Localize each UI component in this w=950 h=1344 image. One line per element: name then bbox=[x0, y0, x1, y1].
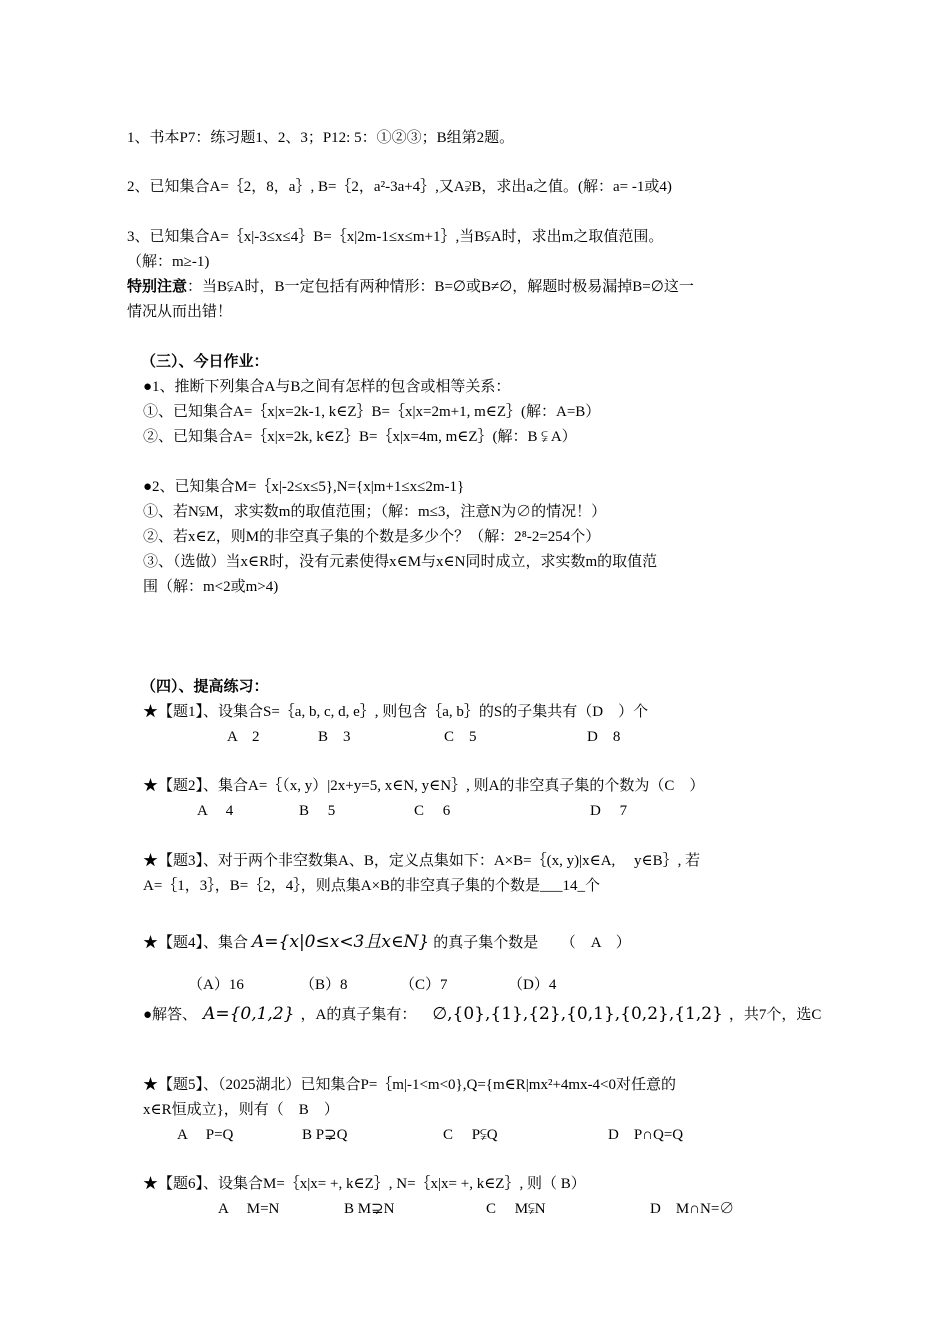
solution-mid: ，A的真子集有： bbox=[300, 1007, 417, 1023]
problem-5-option-a: A P=Q bbox=[177, 1127, 234, 1143]
problem-4 bbox=[143, 930, 631, 955]
problem-4-suffix: 的真子集个数是 （ A ） bbox=[433, 935, 631, 951]
problem-4-option-d: （D）4 bbox=[508, 977, 557, 993]
problem-3-cont: A=｛1，3｝，B=｛2，4｝，则点集A×B的非空真子集的个数是___14_个 bbox=[143, 878, 601, 894]
problem-6: ★【题6】、设集合M=｛x|x= +, k∈Z｝, N=｛x|x= +, k∈Z｝, 则（ B） bbox=[143, 1176, 586, 1192]
problem-3: ★【题3】、对于两个非空数集A、B，定义点集如下：A×B=｛(x, y)|x∈A, y∈B｝, 若 bbox=[143, 853, 701, 869]
homework-q1-b: ②、已知集合A=｛x|x=2k, k∈Z｝B=｛x|x=4m, m∈Z｝(解：B ⫋ A） bbox=[143, 429, 577, 445]
solution-suffix: ，共7个，选C bbox=[728, 1007, 822, 1023]
exercise-line-2: 2、已知集合A=｛2，8，a｝, B=｛2，a²-3a+4｝,又A⫌B，求出a之值。(解：a= -1或4) bbox=[127, 179, 672, 195]
problem-2-option-a: A 4 bbox=[197, 803, 234, 819]
problem-2-option-d: D 7 bbox=[590, 803, 628, 819]
problem-1-option-a: A 2 bbox=[227, 729, 260, 745]
homework-q1-a: ①、已知集合A=｛x|x=2k-1, k∈Z｝B=｛x|x=2m+1, m∈Z｝(解：A=B） bbox=[143, 404, 601, 420]
problem-4-option-b: （B）8 bbox=[300, 977, 348, 993]
problem-2-option-b: B 5 bbox=[299, 803, 336, 819]
special-note-cont: 情况从而出错！ bbox=[127, 304, 233, 320]
problem-6-option-b: B M⊋N bbox=[344, 1201, 395, 1217]
exercise-line-1: 1、书本P7：练习题1、2、3；P12: 5：①②③；B组第2题。 bbox=[127, 130, 515, 146]
homework-q1: ●1、推断下列集合A与B之间有怎样的包含或相等关系： bbox=[143, 379, 511, 395]
problem-4-prefix: ★【题4】、集合 bbox=[143, 935, 249, 951]
homework-q2-a: ①、若N⫋M，求实数m的取值范围；（解：m≤3，注意N为∅的情况！） bbox=[143, 504, 607, 520]
problem-2: ★【题2】、集合A=｛（x, y）|2x+y=5, x∈N, y∈N｝, 则A的非空真子集的个数为（C ） bbox=[143, 778, 705, 794]
problem-2-option-c: C 6 bbox=[414, 803, 451, 819]
homework-q2-d: 围（解：m<2或m>4) bbox=[143, 579, 279, 595]
problem-4-formula: A={x|0≤x<3且x∈N} bbox=[252, 932, 430, 952]
problem-4-option-c: （C）7 bbox=[400, 977, 448, 993]
problem-4-option-a: （A）16 bbox=[188, 977, 244, 993]
problem-5-option-b: B P⊋Q bbox=[302, 1127, 348, 1143]
homework-q2: ●2、已知集合M=｛x|-2≤x≤5},N={x|m+1≤x≤2m-1} bbox=[143, 479, 465, 495]
solution-formula-subsets: ∅,{0},{1},{2},{0,1},{0,2},{1,2} bbox=[432, 1004, 723, 1024]
special-note-text: ：当B⫋A时，B一定包括有两种情形：B=∅或B≠∅，解题时极易漏掉B=∅这一 bbox=[187, 279, 694, 295]
problem-5-option-c: C P⫋Q bbox=[443, 1127, 498, 1143]
problem-6-option-c: C M⫋N bbox=[486, 1201, 546, 1217]
exercise-line-3-answer: （解：m≥-1) bbox=[127, 254, 210, 270]
problem-1-option-c: C 5 bbox=[444, 729, 477, 745]
exercise-line-3: 3、已知集合A=｛x|-3≤x≤4｝B=｛x|2m-1≤x≤m+1｝,当B⫋A时，求出m之取值范围。 bbox=[127, 229, 664, 245]
problem-1: ★【题1】、设集合S=｛a, b, c, d, e｝, 则包含｛a, b｝的S的子集共有（D ）个 bbox=[143, 704, 649, 720]
special-note-label: 特别注意 bbox=[127, 279, 188, 295]
section-heading-advanced: （四）、提高练习： bbox=[141, 679, 269, 695]
problem-5-cont: x∈R恒成立}，则有（ B ） bbox=[143, 1102, 339, 1118]
homework-q2-b: ②、若x∈Z，则M的非空真子集的个数是多少个？（解：2⁸-2=254个） bbox=[143, 529, 601, 545]
special-note bbox=[127, 277, 694, 297]
problem-5-option-d: D P∩Q=Q bbox=[608, 1127, 684, 1143]
problem-5: ★【题5】、（2025湖北）已知集合P=｛m|-1<m<0},Q={m∈R|mx²+4mx-4<0对任意的 bbox=[143, 1077, 677, 1093]
problem-6-option-a: A M=N bbox=[218, 1201, 280, 1217]
solution-prefix: ●解答、 bbox=[143, 1007, 198, 1023]
section-heading-homework: （三）、今日作业： bbox=[141, 354, 269, 370]
problem-4-solution bbox=[143, 1002, 821, 1027]
solution-formula-set: A={0,1,2} bbox=[203, 1004, 295, 1024]
homework-q2-c: ③、（选做）当x∈R时，没有元素使得x∈M与x∈N同时成立，求实数m的取值范 bbox=[143, 554, 658, 570]
problem-1-option-d: D 8 bbox=[587, 729, 621, 745]
problem-6-option-d: D M∩N=∅ bbox=[650, 1201, 735, 1217]
problem-1-option-b: B 3 bbox=[318, 729, 351, 745]
